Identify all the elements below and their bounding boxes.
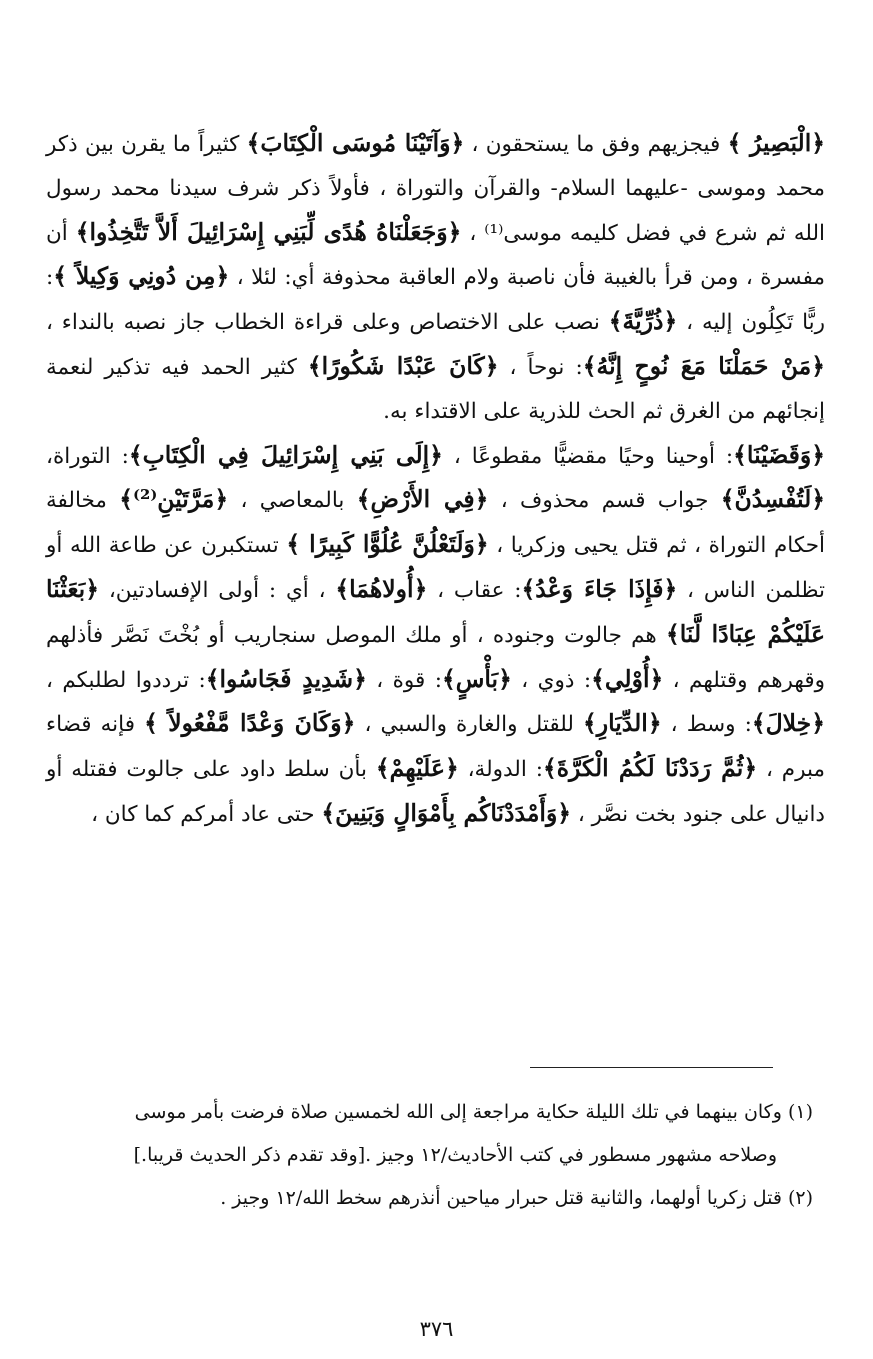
quran-phrase: ﴿أُوْلِي﴾ [591,664,664,693]
commentary-text: كثيراً ما يقرن بين ذكر محمد وموسى -عليهما السلام- والقرآن والتوراة ، فأولاً ذكر شرف سيدنا محمد رسول الله ثم شرع في فضل كليمه موسى⁽¹⁾ ، [46,132,825,246]
commentary-text: : عقاب ، [427,577,522,603]
footnote-1: (١) وكان بينهما في تلك الليلة حكاية مراجعة إلى الله لخمسين صلاة فرضت بأمر موسى [134,1101,813,1123]
commentary-text: : نوحاً ، [498,354,583,380]
quran-phrase: ﴿شَدِيدٍ فَجَاسُوا﴾ [205,664,367,693]
quran-phrase: ﴿فَإِذَا جَاءَ وَعْدُ﴾ [521,574,678,603]
paragraph-1 [46,122,825,434]
commentary-text: جواب قسم محذوف ، [488,488,721,514]
quran-phrase: ﴿فِي الأَرْضِ﴾ [356,485,489,514]
footnote-separator [530,1067,773,1068]
footnote-2: (٢) قتل زكريا أولهما، والثانية قتل حبرار مياحين أنذرهم سخط الله/١٢ وجيز . [220,1187,813,1209]
commentary-text: : ربًّا تَكِلُون إليه ، [46,265,826,336]
quran-phrase: ﴿مَرَّتَيْنِ⁽²⁾﴾ [119,485,229,514]
quran-phrase: ﴿الدِّيَارِ﴾ [582,709,662,738]
quran-phrase: ﴿عَلَيْهِمْ﴾ [375,754,459,783]
commentary-text: بأن سلط داود على جالوت فقتله أو دانيال على جنود بخت نصَّر ، [46,757,825,827]
quran-phrase: ﴿بَعَثْنَا عَلَيْكُمْ عِبَادًا لَّنَا﴾ [46,574,825,648]
main-text [46,122,825,837]
commentary-text: : ترددوا لطلبكم ، [46,667,206,693]
commentary-text: للقتل والغارة والسبي ، [355,712,583,738]
quran-phrase: ﴿ثُمَّ رَدَدْنَا لَكُمُ الْكَرَّةَ﴾ [542,754,758,783]
footnotes [60,1091,813,1220]
quran-phrase: ﴿وَكَانَ وَعْدًا مَّفْعُولاً ﴾ [144,709,356,738]
quran-phrase: ﴿خِلالَ﴾ [751,709,825,738]
commentary-text: كثير الحمد فيه تذكير لنعمة إنجائهم من الغرق ثم الحث للذرية على الاقتداء به. [46,354,825,424]
commentary-text: : قوة ، [366,667,442,693]
quran-phrase: ﴿إِلَى بَنِي إِسْرَائِيلَ فِي الْكِتَابِ﴾ [128,440,443,469]
commentary-text: : وسط ، [661,712,752,738]
commentary-text: نصب على الاختصاص وعلى قراءة الخطاب جاز نصبه بالنداء ، [46,310,609,336]
commentary-text: أن مفسرة ، ومن قرأ بالغيبة فأن ناصبة ولام العاقبة محذوفة أي: لئلا ، [46,220,825,291]
quran-phrase: ﴿وَلَتَعْلُنَّ عُلُوًّا كَبِيرًا ﴾ [286,530,489,559]
quran-phrase: ﴿بَأْسٍ﴾ [441,664,512,693]
quran-phrase: ﴿أُولاهُمَا﴾ [335,574,428,603]
commentary-text: ، أي : أولى الإفسادتين، [99,577,336,603]
commentary-text: هم جالوت وجنوده ، أو ملك الموصل سنجاريب أو بُخْتَ نَصَّر فأذلهم وقهرهم وقتلهم ، [46,622,825,693]
quran-phrase: ﴿الْبَصِيرُ ﴾ [727,129,826,157]
page-number: ٣٧٦ [419,1317,454,1341]
quran-phrase: ﴿لَتُفْسِدُنَّ﴾ [720,485,826,514]
quran-phrase: ﴿مِن دُونِي وَكِيلاً ﴾ [53,262,230,291]
quran-phrase: ﴿وَجَعَلْنَاهُ هُدًى لِّبَنِي إِسْرَائِيلَ أَلاَّ تَتَّخِذُوا﴾ [75,217,462,246]
commentary-text: تستكبرن عن طاعة الله أو تظلمن الناس ، [46,533,825,603]
commentary-text: : التوراة، [46,443,129,469]
commentary-text: فيجزيهم وفق ما يستحقون ، [464,132,728,157]
commentary-text: : ذوي ، [511,667,592,693]
quran-phrase: ﴿وَأَمْدَدْنَاكُم بِأَمْوَالٍ وَبَنِينَ﴾ [321,798,572,827]
quran-phrase: ﴿وَآتَيْنَا مُوسَى الْكِتَابَ﴾ [246,129,465,157]
commentary-text: بالمعاصي ، [228,488,357,514]
quran-phrase: ﴿ذُرِّيَّةَ﴾ [608,307,678,336]
quran-phrase: ﴿كَانَ عَبْدًا شَكُورًا﴾ [307,351,499,380]
commentary-text: : أوحينا وحيًا مقضيًّا مقطوعًا ، [442,443,734,469]
footnote-1-continuation: وصلاحه مشهور مسطور في كتب الأحاديث/١٢ وجيز .[وقد تقدم ذكر الحديث قريبا.] [133,1144,777,1166]
commentary-text: مخالفة أحكام التوراة ، ثم قتل يحيى وزكريا ، [46,488,825,559]
quran-phrase: ﴿مَنْ حَمَلْنَا مَعَ نُوحٍ إِنَّهُ﴾ [582,351,826,380]
quran-phrase: ﴿وَقَضَيْنَا﴾ [733,440,825,469]
commentary-text: حتى عاد أمركم كما كان ، [91,801,322,827]
paragraph-2 [46,434,825,837]
commentary-text: : الدولة، [458,757,543,783]
commentary-text: فإنه قضاء مبرم ، [46,712,825,783]
